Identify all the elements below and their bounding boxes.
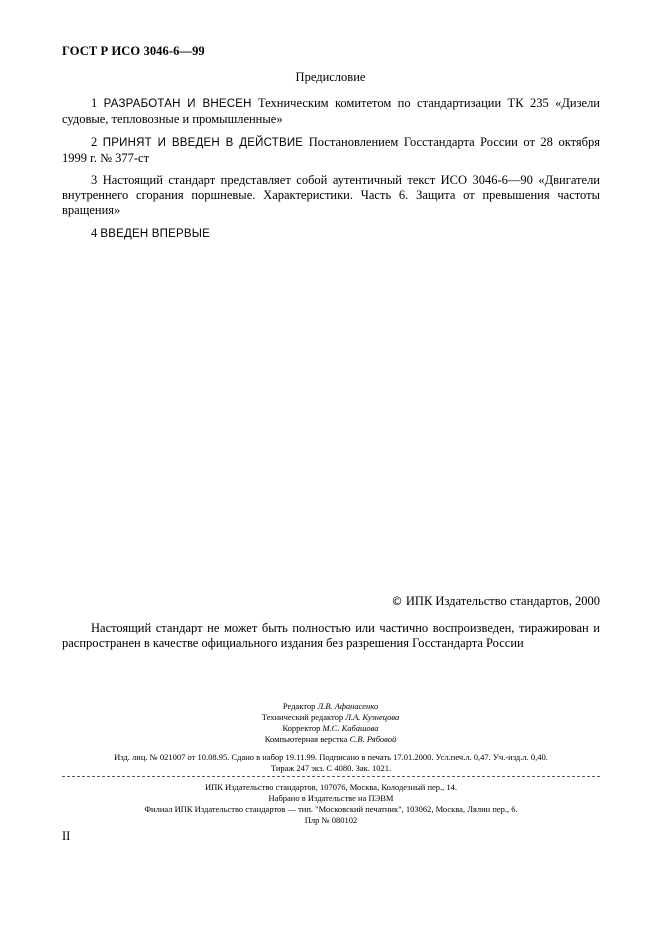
preface-item-4 (62, 226, 600, 242)
credit-tech-editor (0, 712, 661, 723)
publisher-line: Набрано в Издательстве на ПЭВМ (268, 793, 394, 803)
item-caps-heading: ВВЕДЕН ВПЕРВЫЕ (100, 228, 210, 240)
publisher-line: Филиал ИПК Издательство стандартов — тип. "Московский печатник", 103062, Москва, Лялин пер., 6. (144, 804, 518, 814)
publisher-line: Плр № 080102 (304, 815, 358, 825)
imprint-line: Тираж 247 экз. С 4080. Зак. 1021. (270, 763, 392, 773)
item-text: Постановлением Госстандарта России от 28 октября 1999 г. № 377-ст (62, 135, 601, 165)
item-text: Настоящий стандарт представляет собой аутентичный текст ИСО 3046-6—90 «Двигатели внутреннего сгорания поршневые. Характеристики. Часть 6. Защита от превышения частоты вращения» (62, 173, 600, 217)
preface-item-1 (62, 96, 600, 127)
item-number: 4 (91, 226, 98, 240)
credit-name: Л.В. Афанасенко (317, 701, 379, 711)
publisher-line: ИПК Издательство стандартов, 107076, Москва, Колодезный пер., 14. (204, 782, 458, 792)
credit-corrector (0, 723, 661, 734)
publisher-block (62, 782, 600, 826)
item-text: Техническим комитетом по стандартизации ТК 235 «Дизели судовые, тепловозные и промышленные» (62, 96, 600, 126)
credit-role: Редактор (282, 701, 316, 711)
item-caps-heading: РАЗРАБОТАН И ВНЕСЕН (103, 98, 252, 110)
credit-name: М.С. Кабашова (322, 723, 379, 733)
preface-item-3 (62, 173, 600, 218)
item-number: 2 (91, 135, 98, 149)
copyright-line (391, 594, 600, 609)
reproduction-notice: Настоящий стандарт не может быть полностью или частично воспроизведен, тиражирован и распространен в качестве официального издания без разрешения Госстандарта России (62, 621, 600, 650)
copyright-symbol: © (391, 594, 403, 608)
credit-role: Корректор (282, 723, 321, 733)
credit-name: С.В. Рябовой (349, 734, 397, 744)
item-number: 1 (91, 96, 98, 110)
imprint-line: Изд. лиц. № 021007 от 10.08.95. Сдано в набор 19.11.99. Подписано в печать 17.01.2000. Усл.печ.л. 0,47. Уч.-изд.л. 0,40. (114, 752, 548, 762)
preface-title: Предисловие (295, 70, 366, 84)
credits-block (0, 701, 661, 745)
credit-role: Технический редактор (261, 712, 344, 722)
credit-name: Л.А. Кузнецова (345, 712, 400, 722)
item-number: 3 (91, 173, 98, 187)
imprint-block (62, 752, 600, 774)
credit-editor (0, 701, 661, 712)
standard-code-header: ГОСТ Р ИСО 3046-6—99 (62, 44, 205, 58)
item-caps-heading: ПРИНЯТ И ВВЕДЕН В ДЕЙСТВИЕ (102, 137, 304, 149)
page-number: II (62, 829, 71, 843)
credit-role: Компьютерная верстка (264, 734, 348, 744)
credit-layout (0, 734, 661, 745)
divider-rule (62, 776, 600, 777)
preface-item-2 (62, 135, 600, 166)
copyright-text: ИПК Издательство стандартов, 2000 (405, 594, 600, 608)
